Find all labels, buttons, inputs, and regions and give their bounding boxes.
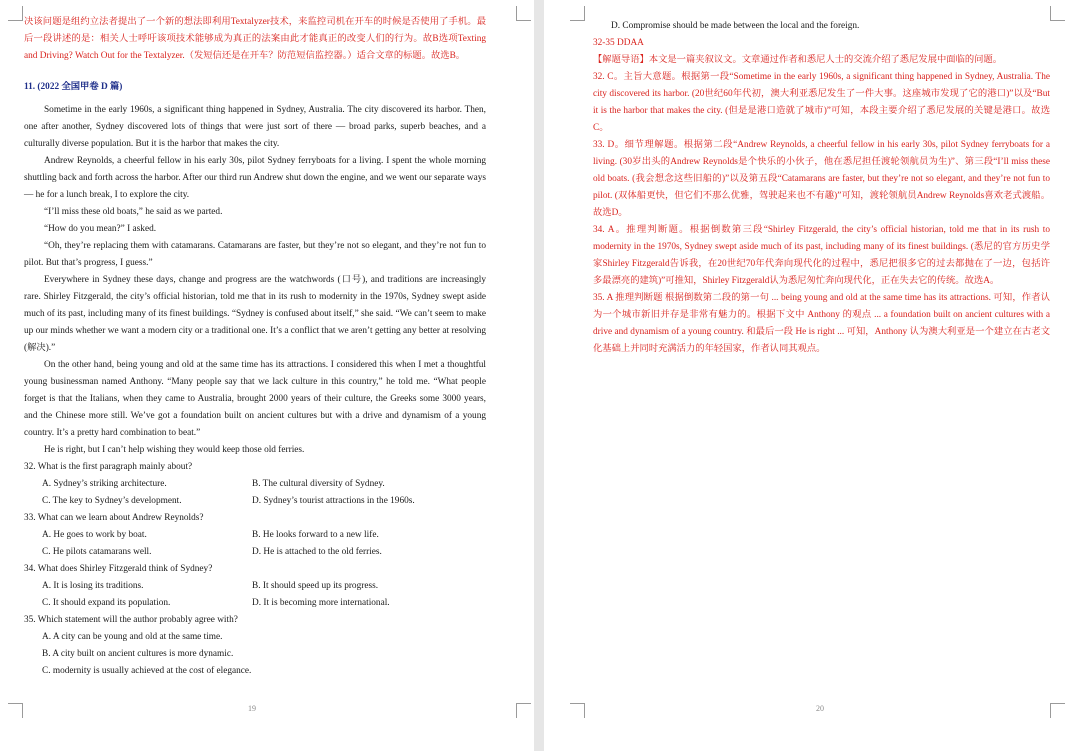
question-options <box>24 476 486 493</box>
answer-option: D. Compromise should be made between the local and the foreign. <box>611 21 860 31</box>
passage-heading: 11. (2022 全国甲卷 D 篇) <box>24 82 123 92</box>
passage-paragraph: Everywhere in Sydney these days, change and progress are the watchwords (口号), and traditions are increasingly rare. Shirley Fitzgerald, the city’s official historian, told me that in its rush to modernity in the 1970s, Sydney swept aside much of its past, including many of its finest buildings. “Sydney is confused about itself,” she said. “We can’t seem to make up our minds whether we want a modern city or a traditional one. It’s a conflict that we aren’t getting any better at resolving (解决).” <box>24 275 486 353</box>
question-options <box>24 493 486 510</box>
page-number: 20 <box>816 704 824 713</box>
answer-option: D. Sydney’s tourist attractions in the 1960s. <box>252 496 415 506</box>
page-number: 19 <box>248 704 256 713</box>
answer-option: C. modernity is usually achieved at the cost of elegance. <box>42 666 252 676</box>
passage-paragraph: “How do you mean?” I asked. <box>44 224 157 234</box>
document-page-left <box>0 0 534 751</box>
question-options <box>24 595 486 612</box>
answer-explanation: 33. D。细节理解题。根据第二段“Andrew Reynolds, a cheerful fellow in his early 30s, pilot Sydney ferryboats for a living. (30岁出头的Andrew Reynolds是个快乐的小伙子，他在悉尼担任渡轮领航员为生)”、第三段“I’ll miss these old boats. (我会想念这些旧船的)”以及第五段“Catamarans are faster, but they’re not so elegant, and they’re not fun to pilot. (双体船更快，但它们不那么优雅，驾驶起来也不有趣)”可知，渡轮领航员Andrew Reynolds喜欢老式渡船。故选D。 <box>593 140 1050 218</box>
passage-paragraph: On the other hand, being young and old at the same time has its attractions. I considered this when I met a thoughtful young businessman named Anthony. “Many people say that we lack culture in this country,” he told me. “What people forget is that the Italians, when they came to Australia, brought 2000 years of their culture, the Greeks some 3000 years, and the Chinese more still. We’ve got a foundation built on ancient cultures but with a drive and dynamism of a young country. It’s a pretty hard combination to beat.” <box>24 360 486 438</box>
passage-paragraph: Andrew Reynolds, a cheerful fellow in his early 30s, pilot Sydney ferryboats for a living. I spent the whole morning shuttling back and forth across the harbor. After our third run Andrew shut down the engine, and we went our separate ways — he for a lunch break, I to explore the city. <box>24 156 486 200</box>
solution-guide: 【解题导语】本文是一篇夹叙议文。文章通过作者和悉尼人士的交流介绍了悉尼发展中面临的问题。 <box>593 55 1003 65</box>
page-content <box>24 14 486 680</box>
answer-key: 32-35 DDAA <box>593 38 644 48</box>
answer-option: B. He looks forward to a new life. <box>252 530 379 540</box>
passage-paragraph: He is right, but I can’t help wishing they would keep those old ferries. <box>44 445 305 455</box>
answer-option: A. He goes to work by boat. <box>42 530 147 540</box>
answer-option: C. He pilots catamarans well. <box>42 547 152 557</box>
passage-paragraph: Sometime in the early 1960s, a significant thing happened in Sydney, Australia. The city discovered its harbor. Then, one after another, Sydney discovered lots of things that were just sort of there — broad parks, superb beaches, and a culturally diverse population. But it is the harbor that makes the city. <box>24 105 486 149</box>
question-stem: 32. What is the first paragraph mainly about? <box>24 462 193 472</box>
page-corner-mark <box>570 6 585 21</box>
answer-option: A. A city can be young and old at the same time. <box>42 632 223 642</box>
answer-option: D. He is attached to the old ferries. <box>252 547 382 557</box>
passage-paragraph: “Oh, they’re replacing them with catamarans. Catamarans are faster, but they’re not so elegant, and they’re not fun to pilot. But that’s progress, I guess.” <box>24 241 486 268</box>
page-corner-mark <box>516 6 531 21</box>
question-options <box>24 544 486 561</box>
answer-option: B. The cultural diversity of Sydney. <box>252 479 385 489</box>
page-corner-mark <box>8 703 23 718</box>
page-corner-mark <box>1050 703 1065 718</box>
answer-option: B. It should speed up its progress. <box>252 581 379 591</box>
question-options <box>24 527 486 544</box>
question-stem: 33. What can we learn about Andrew Reynolds? <box>24 513 204 523</box>
answer-explanation: 34. A。推理判断题。根据倒数第三段“Shirley Fitzgerald, the city’s official historian, told me that in its rush to modernity in the 1970s, Sydney swept aside much of its past, including many of its finest buildings. (悉尼的官方历史学家Shirley Fitzgerald告诉我，在20世纪70年代奔向现代化的过程中，悉尼把很多它的过去都抛在了一边，包括许多最漂亮的建筑)”可推知，Shirley Fitzgerald认为悉尼匆忙奔向现代化，正在失去它的传统。故选A。 <box>593 225 1050 286</box>
passage-paragraph: “I’ll miss these old boats,” he said as we parted. <box>44 207 223 217</box>
page-corner-mark <box>8 6 23 21</box>
answer-explanation: 35. A 推理判断题 根据倒数第二段的第一句 ... being young and old at the same time has its attractions. 可知，作者认为一个城市新旧并存是非常有魅力的。根据下文中 Anthony 的观点 ... a foundation built on ancient cultures with a drive and dynamism of a young country. 和最后一段 He is right ... 可知，Anthony 认为澳大利亚是一个建立在古老文化基础上并同时充满活力的年轻国家，作者认同其观点。 <box>593 293 1050 354</box>
page-content <box>593 18 1050 358</box>
answer-option: A. It is losing its traditions. <box>42 581 144 591</box>
answer-option: D. It is becoming more international. <box>252 598 390 608</box>
answer-option: C. The key to Sydney’s development. <box>42 496 182 506</box>
page-corner-mark <box>570 703 585 718</box>
page-corner-mark <box>516 703 531 718</box>
question-stem: 34. What does Shirley Fitzgerald think of Sydney? <box>24 564 213 574</box>
page-corner-mark <box>1050 6 1065 21</box>
question-stem: 35. Which statement will the author probably agree with? <box>24 615 238 625</box>
answer-option: A. Sydney’s striking architecture. <box>42 479 167 489</box>
previous-answer-explanation: 决该问题是组约立法者提出了一个新的想法即利用Textalyzer技术，来监控司机在开车的时候是否使用了手机。最后一段讲述的是：相关人士呼吁该项技术能够成为真正的法案由此才能真正的改变人们的行为。故B选项Texting and Driving? Watch Out for the Textalyzer.（发短信还是在开车？防范短信监控器。）适合文章的标题。故选B。 <box>24 17 486 61</box>
answer-explanation: 32. C。主旨大意题。根据第一段“Sometime in the early 1960s, a significant thing happened in Sydney, Australia. The city discovered its harbor. (20世纪60年代初，澳大利亚悉尼发生了一件大事。这座城市发现了它的港口)”以及“But it is the harbor that makes the city. (但是是港口造就了城市)”可知，本段主要介绍了悉尼发展的关键是港口。故选C。 <box>593 72 1050 133</box>
answer-option: C. It should expand its population. <box>42 598 171 608</box>
question-options <box>24 578 486 595</box>
answer-option: B. A city built on ancient cultures is more dynamic. <box>42 649 234 659</box>
document-page-right <box>544 0 1080 751</box>
